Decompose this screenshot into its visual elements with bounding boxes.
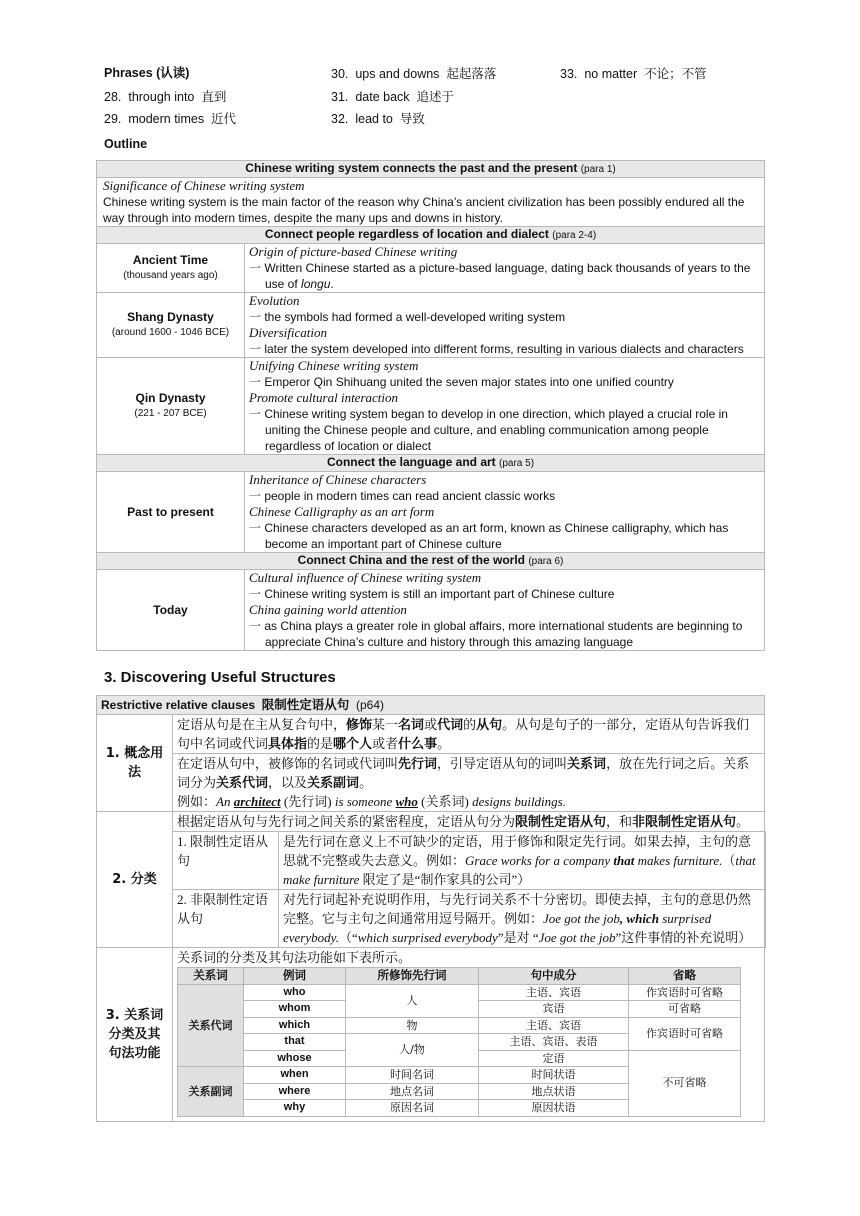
section-title: Connect the language and art (326, 455, 496, 469)
phrase-item: 29. modern times 近代 (104, 111, 237, 126)
outline-row (97, 244, 765, 293)
col-header: 所修饰先行词 (346, 968, 479, 985)
structures-table (96, 695, 765, 1122)
col-header: 省略 (629, 968, 741, 985)
section-band (97, 227, 765, 244)
relwords-intro: 关系词的分类及其句法功能如下表所示。 (177, 950, 412, 965)
concept-text-1: 定语从句是在主从复合句中，修饰某一名词或代词的从句。从句是句子的一部分，定语从句告诉我们句中名词或代词具体指的是哪个人或者什么事。 (173, 715, 765, 754)
outline-text: Chinese writing system is the main factor of the reason why China’s ancient civilization has been possibly endured all the way through into modern times, despite the many ups and downs in history. (103, 195, 745, 225)
outline-row (97, 358, 765, 455)
subheading: Inheritance of Chinese characters (249, 472, 427, 487)
subheading: Origin of picture-based Chinese writing (249, 244, 458, 259)
group-label: 关系副词 (178, 1067, 244, 1117)
para-ref: (para 2-4) (552, 230, 597, 241)
col-header: 句中成分 (479, 968, 629, 985)
outline-row (97, 472, 765, 553)
section-band (97, 553, 765, 570)
table-row: that 人/物 主语、宾语、表语 (178, 1034, 741, 1051)
subheading: Promote cultural interaction (249, 390, 398, 405)
section-band (97, 161, 765, 178)
relative-words-table (177, 967, 741, 1117)
classify-intro: 根据定语从句与先行词之间关系的紧密程度，定语从句分为限制性定语从句，和非限制性定语从句。 (177, 814, 750, 829)
para-ref: (para 1) (580, 164, 616, 175)
classify-label: 2. 非限制性定语从句 (173, 890, 279, 948)
outline-row (97, 293, 765, 358)
outline-table (96, 160, 765, 651)
subheading: Chinese Calligraphy as an art form (249, 504, 435, 519)
phrase-item: 28. through into 直到 (104, 89, 227, 104)
phrases-heading: Phrases (认读) (104, 66, 190, 80)
row-label: 1. 概念用法 (97, 715, 173, 812)
example: 例如：An architect (先行词) is someone who (关系词) designs buildings. (177, 794, 566, 809)
outline-text: 一 Chinese characters developed as an art form, known as Chinese calligraphy, which has become an important part of Chinese culture (249, 521, 729, 551)
row-label: Shang Dynasty (around 1600 - 1046 BCE) (97, 293, 245, 358)
table-title: Restrictive relative clauses 限制性定语从句 (p64) (97, 696, 765, 715)
row-label: 3. 关系词分类及其句法功能 (97, 948, 173, 1122)
row-label: Ancient Time (thousand years ago) (97, 244, 245, 293)
classify-row (173, 890, 766, 948)
row-label: Past to present (97, 472, 245, 553)
outline-text: 一 Written Chinese started as a picture-based language, dating back thousands of years to the use of longu. (249, 261, 751, 291)
outline-row (97, 570, 765, 651)
classify-label: 1. 限制性定语从句 (173, 832, 279, 890)
phrase-item: 31. date back 追述于 (331, 89, 455, 104)
row-label: Today (97, 570, 245, 651)
outline-text: 一 later the system developed into different forms, resulting in various dialects and characters (249, 342, 744, 356)
classify-desc: 是先行词在意义上不可缺少的定语，用于修饰和限定先行词。如果去掉，主句的意思就不完整或失去意义。例如：Grace works for a company that makes furniture.（that make furniture 限定了是“制作家具的公司”） (279, 832, 766, 890)
classify-row (173, 832, 766, 890)
row-label: 2. 分类 (97, 812, 173, 948)
para-ref: (para 6) (528, 556, 564, 567)
subheading: China gaining world attention (249, 602, 407, 617)
table-row: whose 定语 不可省略 (178, 1050, 741, 1067)
phrase-item: 30. ups and downs 起起落落 (331, 66, 497, 81)
para-ref: (para 5) (499, 458, 535, 469)
section-heading: 3. Discovering Useful Structures (104, 669, 336, 686)
classify-desc: 对先行词起补充说明作用，与先行词关系不十分密切。即使去掉，主句的意思仍然完整。它与主句之间通常用逗号隔开。例如：Joe got the job, which surprised everybody.（“which surprised everybody”是对 “Joe got the job”这件事情的补充说明） (279, 890, 766, 948)
outline-text: 一 the symbols had formed a well-developed writing system (249, 310, 566, 324)
section-title: Connect China and the rest of the world (297, 553, 525, 567)
subheading: Diversification (249, 325, 327, 340)
row-label: Qin Dynasty (221 - 207 BCE) (97, 358, 245, 455)
section-band (97, 455, 765, 472)
table-row: which 物 主语、宾语 作宾语时可省略 (178, 1017, 741, 1034)
subheading: Significance of Chinese writing system (103, 178, 305, 193)
table-row: whom 宾语 可省略 (178, 1001, 741, 1018)
outline-text: 一 Emperor Qin Shihuang united the seven major states into one unified country (249, 375, 674, 389)
phrase-item: 33. no matter 不论；不管 (560, 66, 707, 81)
subheading: Evolution (249, 293, 300, 308)
section-title: Chinese writing system connects the past and the present (245, 161, 578, 175)
concept-text-2: 在定语从句中，被修饰的名词或代词叫先行词，引导定语从句的词叫关系词，放在先行词之后。关系词分为关系代词，以及关系副词。 例如：An architect (先行词) is someone who (关系词) designs buildings. (173, 754, 765, 812)
table-row: 关系代词 who 人 主语、宾语 作宾语时可省略 (178, 984, 741, 1001)
group-label: 关系代词 (178, 984, 244, 1067)
outline-text: 一 as China plays a greater role in global affairs, more international students are beginning to appreciate China’s culture and history through this amazing language (249, 619, 743, 649)
table-row: 关系副词 when 时间名词 时间状语 (178, 1067, 741, 1084)
subheading: Unifying Chinese writing system (249, 358, 419, 373)
col-header: 例词 (244, 968, 346, 985)
outline-text: 一 people in modern times can read ancient classic works (249, 489, 556, 503)
outline-text: 一 Chinese writing system began to develop in one direction, which played a crucial role in uniting the Chinese people and culture, and enabling communication among people regardless of location or dialect (249, 407, 728, 453)
classify-table (172, 831, 766, 948)
outline-text: 一 Chinese writing system is still an important part of Chinese culture (249, 587, 615, 601)
outline-row (97, 178, 765, 227)
subheading: Cultural influence of Chinese writing system (249, 570, 482, 585)
table-row: where 地点名词 地点状语 (178, 1083, 741, 1100)
outline-heading: Outline (104, 137, 148, 151)
col-header: 关系词 (178, 968, 244, 985)
phrase-item: 32. lead to 导致 (331, 111, 425, 126)
section-title: Connect people regardless of location and dialect (264, 227, 549, 241)
table-row: why 原因名词 原因状语 (178, 1100, 741, 1117)
